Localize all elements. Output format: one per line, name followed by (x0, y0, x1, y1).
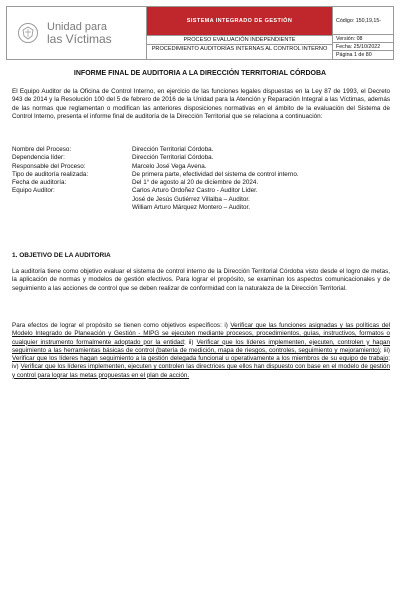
info-label: Tipo de auditoría realizada: (12, 170, 89, 178)
specific-objective-2: Verificar que los líderes implementen, ejecuten, controlen y hagan seguimiento a las herramientas básicas de control (batería de medición, mapa de riesgos, controles, seguimiento y mejoramiento) (12, 338, 390, 354)
info-value: Dirección Territorial Córdoba. (132, 154, 214, 162)
info-label: Equipo Auditor: (12, 187, 55, 195)
info-row (12, 179, 390, 187)
process-name: PROCESO EVALUACIÓN INDEPENDIENTE (147, 35, 332, 44)
info-value: Dirección Territorial Córdoba. (132, 146, 214, 153)
header-center (147, 7, 333, 59)
specific-objective-3: Verificar que los líderes hagan seguimiento a la gestión delegada funcional u operativamente a los miembros de su equipo de trabajo (12, 355, 389, 363)
specific-objective-4: Verificar que los líderes implementen, ejecuten y controlen las directrices que ellos han dispuesto con base en el modelo de gestión y control para lograr las metas propuestas en el plan de acción. (12, 363, 390, 379)
document-date: Fecha: 25/10/2022 (333, 42, 393, 50)
report-title: INFORME FINAL DE AUDITORIA A LA DIRECCIÓN TERRITORIAL CÓRDOBA (73, 70, 327, 77)
document-code: Código: 150,19,15- (336, 17, 382, 24)
audit-info-list (12, 146, 390, 212)
specific-objective-1: Verificar que las funciones asignadas y las políticas del Modelo Integrado de Planeación y Gestión - MIPG se ejecuten mediante procesos, procedimientos, guías, instructivos, formatos o cualquier instrumento formalmente adoptado por la entidad (12, 322, 390, 346)
info-label: Fecha de auditoría: (12, 179, 67, 187)
auditor-name: José de Jesús Gutiérrez Villalba – Auditor. (132, 195, 250, 203)
specific-objectives-paragraph (12, 322, 390, 380)
auditor-name: William Arturo Márquez Montero – Auditor. (132, 204, 250, 212)
section-1-heading: 1. OBJETIVO DE LA AUDITORIA (12, 252, 111, 259)
colombia-coat-of-arms-icon (17, 22, 39, 44)
info-row (12, 154, 390, 162)
separator: ; iii) (379, 346, 390, 354)
intro-paragraph: El Equipo Auditor de la Oficina de Control Interno, en ejercicio de las funciones legales dispuestas en la Ley 87 de 1993, el Decreto 943 de 2014 y la Resolución 100 del 5 de febrero de 2016 de la Unidad para la Atención y Reparación Integral a las Víctimas, además de las normas que reglamentan o modifican las anteriores disposiciones normativas en el ámbito de la evaluación del Sistema de Control Interno, presenta el informe final de auditoría de la Dirección Territorial que se relaciona a continuación: (12, 88, 390, 120)
page-number: Página 1 de 80 (333, 50, 393, 59)
info-label: Dependencia líder: (12, 154, 65, 162)
info-row (12, 146, 390, 154)
info-value: De primera parte, efectividad del sistema de control interno. (132, 170, 299, 178)
brand-name (47, 21, 112, 45)
brand-line-1: Unidad para (47, 21, 107, 33)
info-row (12, 171, 390, 179)
info-label: Responsable del Proceso: (12, 162, 86, 170)
specific-lead: Para efectos de lograr el propósito se tienen como objetivos específicos: i) (12, 322, 231, 329)
brand-line-2: las Víctimas (47, 32, 112, 46)
procedure-name: PROCEDIMIENTO AUDITORÍAS INTERNAS AL CONTROL INTERNO (147, 44, 332, 54)
system-title: SISTEMA INTEGRADO DE GESTIÓN (147, 7, 332, 35)
info-value: Marcelo José Vega Avena. (132, 162, 207, 170)
info-label: Nombre del Proceso: (12, 146, 72, 153)
info-value: Carlos Arturo Ordoñez Castro - Auditor Líder. (132, 187, 258, 195)
info-row (12, 187, 390, 195)
document-version: Versión: 08 (333, 34, 393, 42)
header-meta (333, 7, 393, 59)
info-row (12, 163, 390, 171)
info-value: Del 1° de agosto al 20 de diciembre de 2024. (132, 179, 259, 187)
separator: ; ii) (183, 338, 197, 346)
document-header (6, 6, 394, 60)
logo-block (7, 7, 147, 59)
separator: ; iv) (12, 355, 390, 371)
objective-paragraph: La auditoría tiene como objetivo evaluar el sistema de control interno de la Dirección Territorial Córdoba visto desde el logro de metas, la aplicación de normas y modelos de gestión efectivos. Para lograr el propósito, se examinan los aspectos comunicacionales y de seguimiento a las acciones de control que se deben realizar de conformidad con la naturaleza de la Dirección Territorial. (12, 268, 390, 292)
